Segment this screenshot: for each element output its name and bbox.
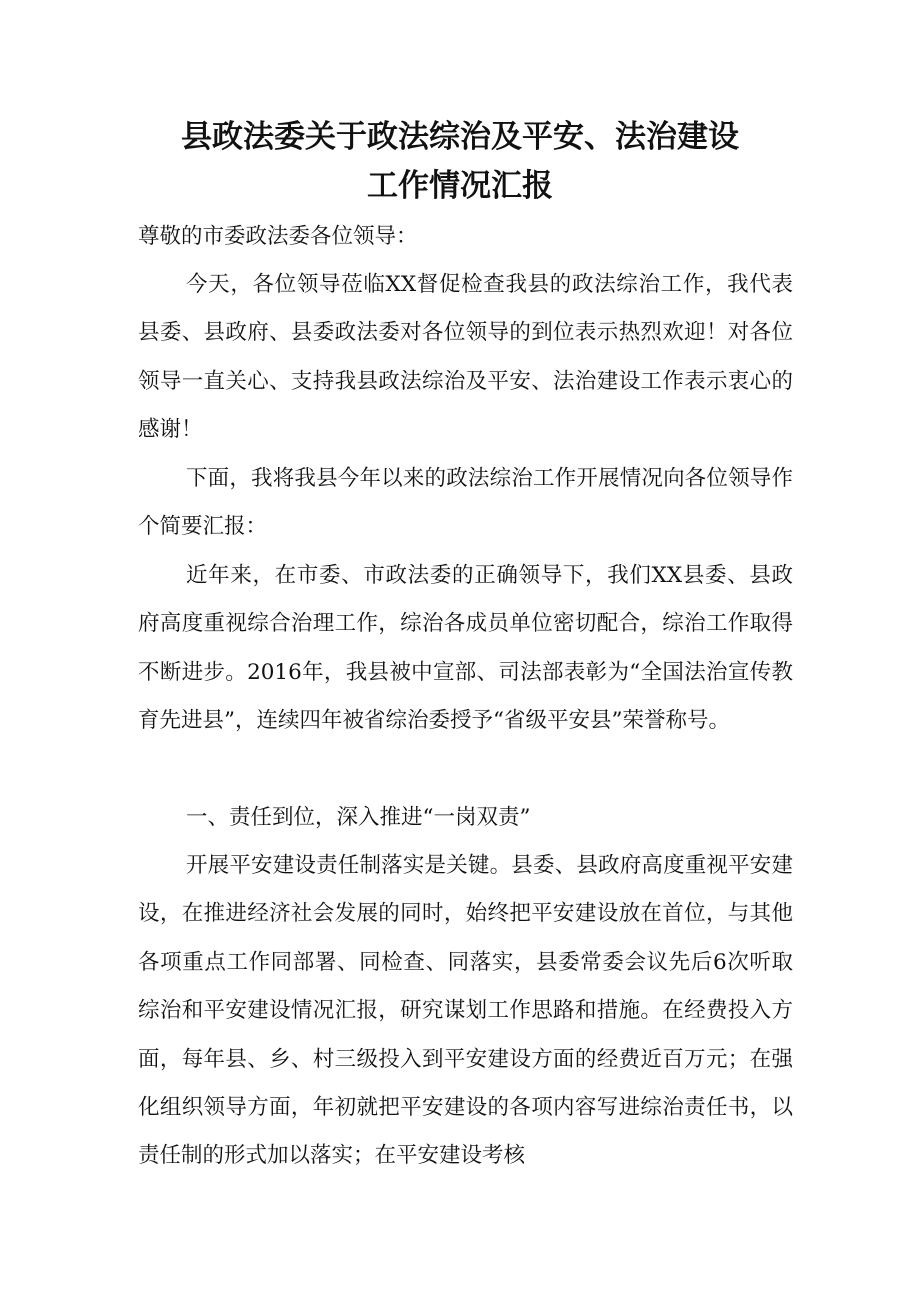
document-title-line2: 工作情况汇报: [367, 168, 553, 204]
section-heading: 一、责任到位，深入推进“一岗双责”: [186, 805, 531, 830]
paragraph-overview: 近年来，在市委、市政法委的正确领导下，我们XX县委、县政府高度重视综合治理工作，综治各成员单位密切配合，综治工作取得不断进步。2016年，我县被中宣部、司法部表彰为“全国法治宣传教育先进县”，连续四年被省综治委授予“省级平安县”荣誉称号。: [138, 563, 793, 734]
salutation: 尊敬的市委政法委各位领导：: [138, 224, 418, 249]
section-paragraph: 开展平安建设责任制落实是关键。县委、县政府高度重视平安建设，在推进经济社会发展的同时，始终把平安建设放在首位，与其他各项重点工作同部署、同检查、同落实，县委常委会议先后6次听取综治和平安建设情况汇报，研究谋划工作思路和措施。在经费投入方面，每年县、乡、村三级投入到平安建设方面的经费近百万元；在强化组织领导方面，年初就把平安建设的各项内容写进综治责任书，以责任制的形式加以落实；在平安建设考核: [138, 853, 793, 1169]
document-title-line1: 县政法委关于政法综治及平安、法治建设: [181, 119, 739, 155]
paragraph-intro: 下面，我将我县今年以来的政法综治工作开展情况向各位领导作个简要汇报：: [138, 466, 793, 540]
paragraph-welcome: 今天，各位领导莅临XX督促检查我县的政法综治工作，我代表县委、县政府、县委政法委对各位领导的到位表示热烈欢迎！对各位领导一直关心、支持我县政法综治及平安、法治建设工作表示衷心的感谢！: [138, 272, 793, 443]
